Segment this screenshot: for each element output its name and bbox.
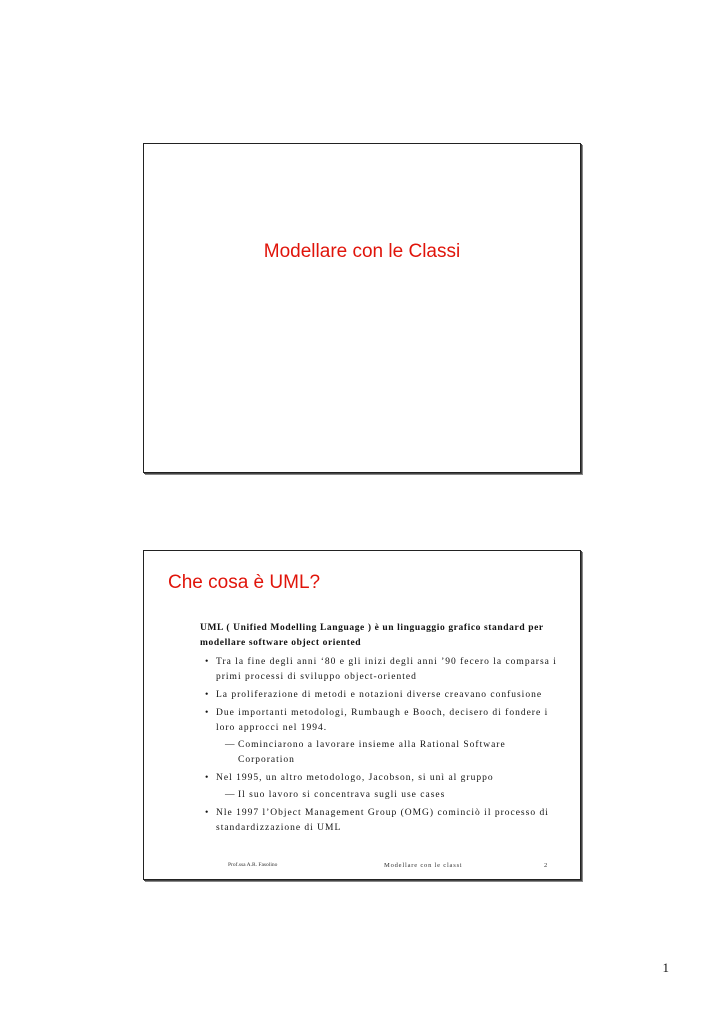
footer-author: Prof.ssa A.R. Fasolino	[228, 862, 278, 868]
page-number: 1	[662, 960, 669, 975]
footer-slide-number: 2	[544, 862, 548, 869]
slide-2	[143, 550, 581, 880]
intro-text: UML ( Unified Modelling Language ) è un linguaggio grafico standard per modellare software object oriented	[200, 623, 544, 648]
slide-2-body	[200, 621, 560, 839]
slide-2-title: Che cosa è UML?	[168, 572, 321, 593]
sub-bullet-item: — Il suo lavoro si concentrava sugli use cases	[225, 790, 446, 800]
bullet-item: • Nle 1997 l’Object Management Group (OMG) cominciò il processo di standardizzazione di UML	[205, 808, 549, 833]
slide-1-title: Modellare con le Classi	[263, 241, 461, 262]
slide-1	[143, 143, 581, 473]
bullet-item: • Tra la fine degli anni ‘80 e gli inizi degli anni ’90 fecero la comparsa i primi processi di sviluppo object-oriented	[205, 657, 557, 682]
bullet-item: • La proliferazione di metodi e notazioni diverse creavano confusione	[205, 690, 543, 700]
bullet-list	[200, 655, 560, 836]
footer-course: Modellare con le classi	[384, 862, 463, 869]
bullet-item: • Due importanti metodologi, Rumbaugh e Booch, decisero di fondere i loro approcci nel 1994. — Cominciarono a lavorare insieme alla Rational Software Corporation	[200, 706, 560, 768]
bullet-item: • Nel 1995, un altro metodologo, Jacobson, si unì al gruppo — Il suo lavoro si concentrava sugli use cases	[200, 771, 560, 803]
sub-bullet-item: — Cominciarono a lavorare insieme alla Rational Software Corporation	[225, 740, 506, 765]
